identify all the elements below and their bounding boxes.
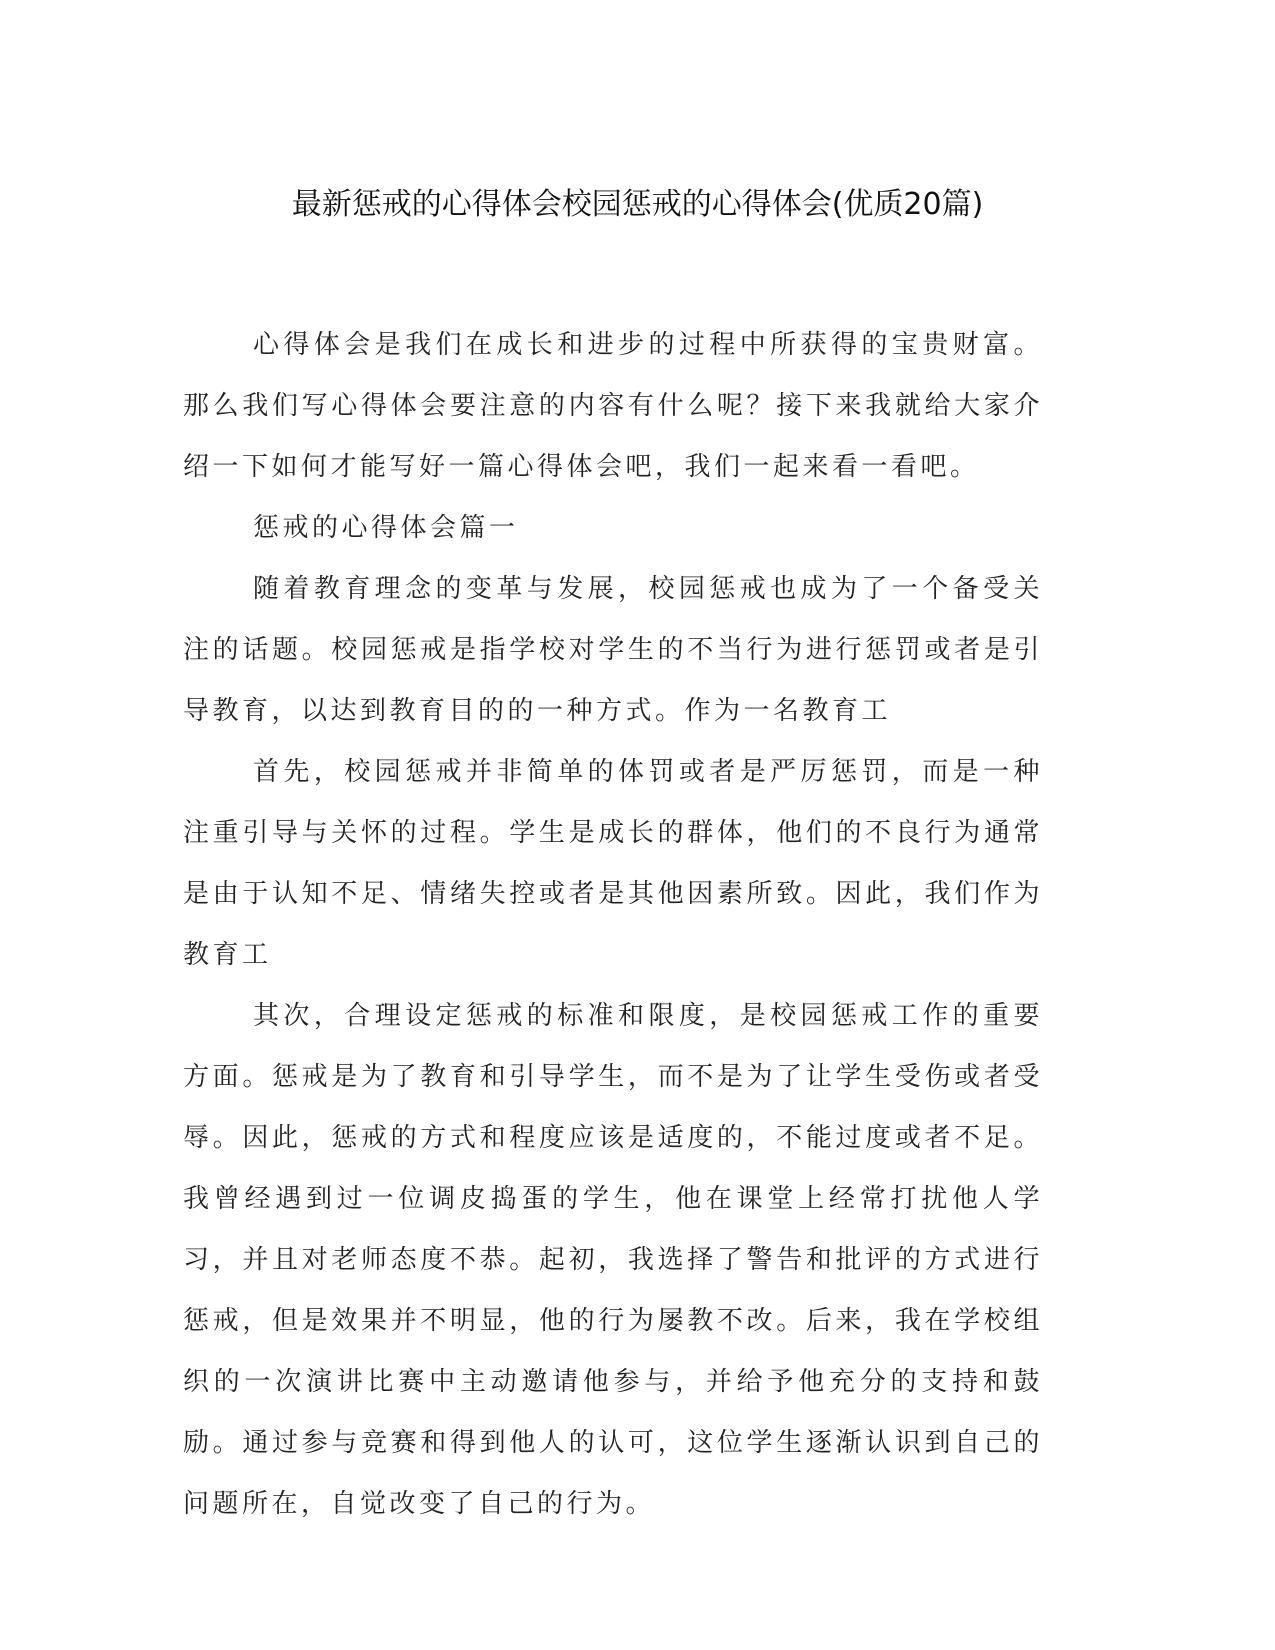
section-heading: 惩戒的心得体会篇一 xyxy=(253,513,519,543)
document-title: 最新惩戒的心得体会校园惩戒的心得体会(优质20篇) xyxy=(291,187,984,222)
body-paragraph: 其次，合理设定惩戒的标准和限度，是校园惩戒工作的重要方面。惩戒是为了教育和引导学生，而不是为了让学生受伤或者受辱。因此，惩戒的方式和程度应该是适度的，不能过度或者不足。我曾经遇到过一位调皮捣蛋的学生，他在课堂上经常打扰他人学习，并且对老师态度不恭。起初，我选择了警告和批评的方式进行惩戒，但是效果并不明显，他的行为屡教不改。后来，我在学校组织的一次演讲比赛中主动邀请他参与，并给予他充分的支持和鼓励。通过参与竞赛和得到他人的认可，这位学生逐渐认识到自己的问题所在，自觉改变了自己的行为。 xyxy=(183,1001,1043,1519)
body-paragraph: 随着教育理念的变革与发展，校园惩戒也成为了一个备受关注的话题。校园惩戒是指学校对学生的不当行为进行惩罚或者是引导教育，以达到教育目的的一种方式。作为一名教育工 xyxy=(183,574,1043,726)
document-body xyxy=(183,315,1043,1535)
intro-paragraph: 心得体会是我们在成长和进步的过程中所获得的宝贵财富。那么我们写心得体会要注意的内容有什么呢？接下来我就给大家介绍一下如何才能写好一篇心得体会吧，我们一起来看一看吧。 xyxy=(183,330,1043,482)
body-paragraph: 首先，校园惩戒并非简单的体罚或者是严厉惩罚，而是一种注重引导与关怀的过程。学生是成长的群体，他们的不良行为通常是由于认知不足、情绪失控或者是其他因素所致。因此，我们作为教育工 xyxy=(183,757,1043,970)
